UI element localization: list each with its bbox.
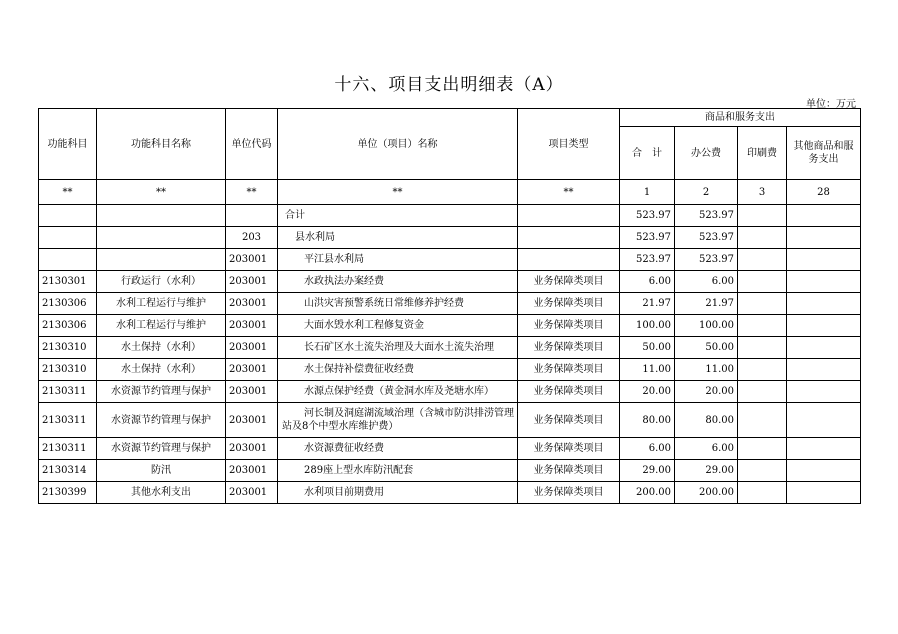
table-row xyxy=(39,438,861,460)
project-type-cell: 业务保障类项目 xyxy=(518,460,620,482)
total-cell: 523.97 xyxy=(620,227,675,249)
func-name-cell: 水资源节约管理与保护 xyxy=(97,438,226,460)
printing-cell xyxy=(738,460,787,482)
header-func-code: 功能科目 xyxy=(39,109,97,180)
total-cell: 6.00 xyxy=(620,271,675,293)
func-code-cell: 2130314 xyxy=(39,460,97,482)
func-code-cell: 2130306 xyxy=(39,293,97,315)
func-code-cell xyxy=(39,249,97,271)
index-cell: 2 xyxy=(675,180,738,205)
header-func-name: 功能科目名称 xyxy=(97,109,226,180)
project-type-cell: 业务保障类项目 xyxy=(518,438,620,460)
office-cell: 21.97 xyxy=(675,293,738,315)
func-code-cell xyxy=(39,227,97,249)
header-goods-services: 商品和服务支出 xyxy=(620,109,861,127)
unit-code-cell: 203001 xyxy=(226,359,278,381)
total-cell: 21.97 xyxy=(620,293,675,315)
unit-name-cell: 水土保持补偿费征收经费 xyxy=(278,359,518,381)
printing-cell xyxy=(738,381,787,403)
func-code-cell: 2130310 xyxy=(39,359,97,381)
index-cell: ** xyxy=(97,180,226,205)
index-row xyxy=(39,180,861,205)
unit-name-cell: 山洪灾害预警系统日常维修养护经费 xyxy=(278,293,518,315)
index-cell: ** xyxy=(278,180,518,205)
func-code-cell: 2130311 xyxy=(39,381,97,403)
total-cell: 523.97 xyxy=(620,249,675,271)
header-printing: 印刷费 xyxy=(738,127,787,180)
table-row xyxy=(39,403,861,438)
unit-code-cell: 203001 xyxy=(226,249,278,271)
other-cell xyxy=(787,293,861,315)
unit-name-cell: 水利项目前期费用 xyxy=(278,482,518,504)
project-type-cell: 业务保障类项目 xyxy=(518,403,620,438)
unit-code-cell xyxy=(226,205,278,227)
index-cell: 28 xyxy=(787,180,861,205)
other-cell xyxy=(787,271,861,293)
unit-code-cell: 203001 xyxy=(226,315,278,337)
office-cell: 200.00 xyxy=(675,482,738,504)
unit-name-cell: 289座上型水库防汛配套 xyxy=(278,460,518,482)
project-expenditure-table xyxy=(38,108,861,504)
func-code-cell: 2130301 xyxy=(39,271,97,293)
other-cell xyxy=(787,381,861,403)
printing-cell xyxy=(738,482,787,504)
total-cell: 50.00 xyxy=(620,337,675,359)
func-code-cell: 2130310 xyxy=(39,337,97,359)
project-type-cell: 业务保障类项目 xyxy=(518,271,620,293)
project-type-cell: 业务保障类项目 xyxy=(518,381,620,403)
table-row xyxy=(39,205,861,227)
other-cell xyxy=(787,227,861,249)
unit-label: 单位：万元 xyxy=(806,99,856,110)
header-total: 合 计 xyxy=(620,127,675,180)
index-cell: ** xyxy=(518,180,620,205)
other-cell xyxy=(787,337,861,359)
printing-cell xyxy=(738,205,787,227)
total-cell: 100.00 xyxy=(620,315,675,337)
table-row xyxy=(39,227,861,249)
func-code-cell xyxy=(39,205,97,227)
unit-code-cell: 203001 xyxy=(226,438,278,460)
unit-code-cell: 203001 xyxy=(226,460,278,482)
office-cell: 11.00 xyxy=(675,359,738,381)
func-code-cell: 2130311 xyxy=(39,438,97,460)
func-name-cell: 水利工程运行与维护 xyxy=(97,293,226,315)
func-name-cell xyxy=(97,249,226,271)
table-row xyxy=(39,249,861,271)
project-type-cell xyxy=(518,205,620,227)
func-name-cell: 水土保持（水利） xyxy=(97,359,226,381)
printing-cell xyxy=(738,315,787,337)
printing-cell xyxy=(738,249,787,271)
table-row xyxy=(39,315,861,337)
printing-cell xyxy=(738,227,787,249)
header-project-type: 项目类型 xyxy=(518,109,620,180)
total-cell: 200.00 xyxy=(620,482,675,504)
other-cell xyxy=(787,249,861,271)
total-cell: 29.00 xyxy=(620,460,675,482)
other-cell xyxy=(787,460,861,482)
office-cell: 6.00 xyxy=(675,271,738,293)
total-cell: 523.97 xyxy=(620,205,675,227)
unit-name-cell: 水政执法办案经费 xyxy=(278,271,518,293)
unit-name-cell: 合计 xyxy=(278,205,518,227)
func-code-cell: 2130311 xyxy=(39,403,97,438)
unit-name-cell: 大面水毁水利工程修复资金 xyxy=(278,315,518,337)
func-name-cell: 水土保持（水利） xyxy=(97,337,226,359)
unit-code-cell: 203001 xyxy=(226,293,278,315)
unit-code-cell: 203001 xyxy=(226,381,278,403)
unit-name-cell: 河长制及洞庭湖流域治理（含城市防洪排涝管理站及8个中型水库维护费） xyxy=(278,403,518,438)
office-cell: 20.00 xyxy=(675,381,738,403)
unit-code-cell: 203001 xyxy=(226,482,278,504)
table-row xyxy=(39,381,861,403)
index-cell: ** xyxy=(226,180,278,205)
index-cell: 3 xyxy=(738,180,787,205)
total-cell: 20.00 xyxy=(620,381,675,403)
project-type-cell: 业务保障类项目 xyxy=(518,337,620,359)
func-name-cell xyxy=(97,205,226,227)
other-cell xyxy=(787,205,861,227)
unit-code-cell: 203001 xyxy=(226,403,278,438)
func-name-cell: 其他水利支出 xyxy=(97,482,226,504)
unit-code-cell: 203001 xyxy=(226,271,278,293)
printing-cell xyxy=(738,271,787,293)
table-row xyxy=(39,359,861,381)
other-cell xyxy=(787,403,861,438)
project-type-cell xyxy=(518,249,620,271)
total-cell: 11.00 xyxy=(620,359,675,381)
unit-code-cell: 203001 xyxy=(226,337,278,359)
func-name-cell: 防汛 xyxy=(97,460,226,482)
table-row xyxy=(39,482,861,504)
other-cell xyxy=(787,359,861,381)
page-title: 十六、项目支出明细表（A） xyxy=(334,75,564,95)
header-other: 其他商品和服务支出 xyxy=(787,127,861,180)
unit-code-cell: 203 xyxy=(226,227,278,249)
project-type-cell: 业务保障类项目 xyxy=(518,293,620,315)
office-cell: 523.97 xyxy=(675,249,738,271)
office-cell: 523.97 xyxy=(675,205,738,227)
func-name-cell: 水利工程运行与维护 xyxy=(97,315,226,337)
other-cell xyxy=(787,438,861,460)
index-cell: 1 xyxy=(620,180,675,205)
printing-cell xyxy=(738,337,787,359)
func-name-cell: 水资源节约管理与保护 xyxy=(97,381,226,403)
func-name-cell xyxy=(97,227,226,249)
func-name-cell: 水资源节约管理与保护 xyxy=(97,403,226,438)
project-type-cell: 业务保障类项目 xyxy=(518,482,620,504)
unit-name-cell: 水资源费征收经费 xyxy=(278,438,518,460)
unit-name-cell: 长石矿区水土流失治理及大面水土流失治理 xyxy=(278,337,518,359)
func-code-cell: 2130399 xyxy=(39,482,97,504)
unit-name-cell: 水源点保护经费（黄金洞水库及尧塘水库） xyxy=(278,381,518,403)
printing-cell xyxy=(738,293,787,315)
printing-cell xyxy=(738,403,787,438)
office-cell: 29.00 xyxy=(675,460,738,482)
project-type-cell xyxy=(518,227,620,249)
other-cell xyxy=(787,315,861,337)
office-cell: 523.97 xyxy=(675,227,738,249)
printing-cell xyxy=(738,438,787,460)
project-type-cell: 业务保障类项目 xyxy=(518,315,620,337)
table-row xyxy=(39,337,861,359)
table-row xyxy=(39,293,861,315)
other-cell xyxy=(787,482,861,504)
func-name-cell: 行政运行（水利） xyxy=(97,271,226,293)
total-cell: 6.00 xyxy=(620,438,675,460)
printing-cell xyxy=(738,359,787,381)
header-office: 办公费 xyxy=(675,127,738,180)
func-code-cell: 2130306 xyxy=(39,315,97,337)
table-row xyxy=(39,271,861,293)
total-cell: 80.00 xyxy=(620,403,675,438)
office-cell: 50.00 xyxy=(675,337,738,359)
header-unit-name: 单位（项目）名称 xyxy=(278,109,518,180)
unit-name-cell: 平江县水利局 xyxy=(278,249,518,271)
index-cell: ** xyxy=(39,180,97,205)
unit-name-cell: 县水利局 xyxy=(278,227,518,249)
office-cell: 6.00 xyxy=(675,438,738,460)
project-type-cell: 业务保障类项目 xyxy=(518,359,620,381)
office-cell: 80.00 xyxy=(675,403,738,438)
office-cell: 100.00 xyxy=(675,315,738,337)
header-unit-code: 单位代码 xyxy=(226,109,278,180)
table-row xyxy=(39,460,861,482)
